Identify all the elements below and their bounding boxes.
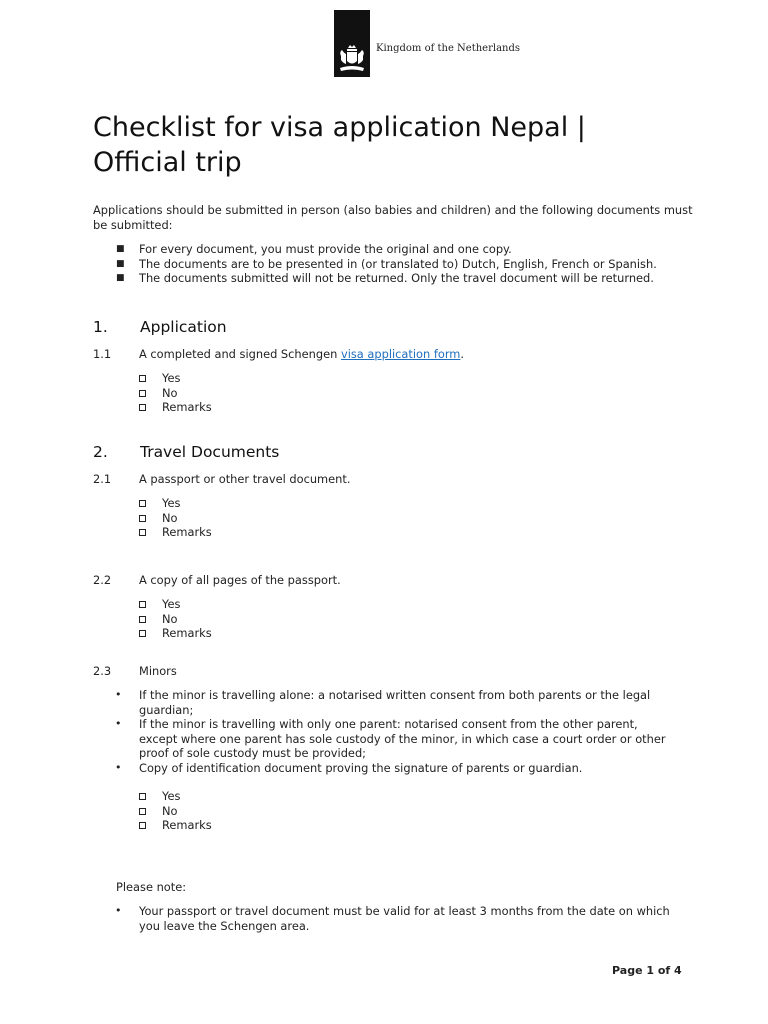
options-2-2 [138, 597, 212, 641]
coat-of-arms-logo [334, 10, 370, 77]
option-no[interactable]: No [138, 612, 212, 627]
checkbox-icon[interactable] [139, 616, 146, 623]
intro-bullet-list [93, 242, 693, 286]
option-yes[interactable]: Yes [138, 789, 212, 804]
option-remarks[interactable]: Remarks [138, 400, 212, 415]
please-note-label: Please note: [116, 880, 187, 894]
list-item: • If the minor is travelling alone: a notarised written consent from both parents or the legal guardian; [115, 688, 651, 717]
checkbox-icon[interactable] [139, 500, 146, 507]
list-item: ■ The documents submitted will not be returned. Only the travel document will be returned. [116, 271, 654, 285]
checkbox-icon[interactable] [139, 404, 146, 411]
checkbox-icon[interactable] [139, 630, 146, 637]
checklist-item-2-3: 2.3 Minors [93, 664, 177, 678]
checklist-item-2-2: 2.2 A copy of all pages of the passport. [93, 573, 341, 587]
section-heading-travel-documents: 2. Travel Documents [93, 443, 280, 461]
note-bullet-list [93, 904, 673, 933]
option-remarks[interactable]: Remarks [138, 525, 212, 540]
option-remarks[interactable]: Remarks [138, 626, 212, 641]
visa-application-form-link[interactable]: visa application form [340, 347, 461, 361]
title-line-1: Checklist for visa application Nepal | [93, 112, 586, 143]
list-item: ■ The documents are to be presented in (or translated to) Dutch, English, French or Spanish. [116, 256, 657, 271]
page-title [93, 110, 693, 180]
checkbox-icon[interactable] [139, 808, 146, 815]
checkbox-icon[interactable] [139, 822, 146, 829]
checkbox-icon[interactable] [139, 375, 146, 382]
list-item: ■ For every document, you must provide the original and one copy. [116, 242, 512, 256]
checklist-item-1-1: 1.1 A completed and signed Schengen visa application form. [93, 347, 465, 361]
option-yes[interactable]: Yes [138, 371, 212, 386]
option-no[interactable]: No [138, 386, 212, 401]
list-item: • Copy of identification document proving the signature of parents or guardian. [115, 760, 583, 775]
checklist-item-2-1: 2.1 A passport or other travel document. [93, 472, 351, 486]
round-bullet-icon: • [115, 688, 122, 701]
list-item: • Your passport or travel document must be valid for at least 3 months from the date on which you leave the Schengen area. [115, 904, 670, 933]
checkbox-icon[interactable] [139, 529, 146, 536]
option-no[interactable]: No [138, 804, 212, 819]
checkbox-icon[interactable] [139, 515, 146, 522]
options-2-1 [138, 496, 212, 540]
minors-bullet-list [93, 688, 673, 775]
round-bullet-icon: • [115, 760, 122, 774]
title-line-2: Official trip [93, 147, 242, 178]
option-yes[interactable]: Yes [138, 597, 212, 612]
section-heading-application: 1. Application [93, 318, 227, 336]
options-1-1 [138, 371, 212, 415]
round-bullet-icon: • [115, 717, 122, 730]
round-bullet-icon: • [115, 904, 122, 917]
options-2-3 [138, 789, 212, 833]
square-bullet-icon: ■ [116, 273, 125, 283]
logo-text: Kingdom of the Netherlands [376, 43, 521, 54]
checkbox-icon[interactable] [139, 793, 146, 800]
list-item: • If the minor is travelling with only one parent: notarised consent from the other parent, except where one parent has sole custody of the minor, in which case a court order or other proof of sole custody must be provided; [115, 717, 666, 760]
option-yes[interactable]: Yes [138, 496, 212, 511]
option-no[interactable]: No [138, 511, 212, 526]
intro-paragraph: Applications should be submitted in person (also babies and children) and the following documents must be submitted: [93, 203, 693, 232]
checkbox-icon[interactable] [139, 601, 146, 608]
crest-icon [337, 44, 367, 74]
square-bullet-icon: ■ [116, 244, 125, 254]
option-remarks[interactable]: Remarks [138, 818, 212, 833]
checkbox-icon[interactable] [139, 390, 146, 397]
page-number: Page 1 of 4 [612, 964, 682, 977]
square-bullet-icon: ■ [116, 258, 125, 269]
